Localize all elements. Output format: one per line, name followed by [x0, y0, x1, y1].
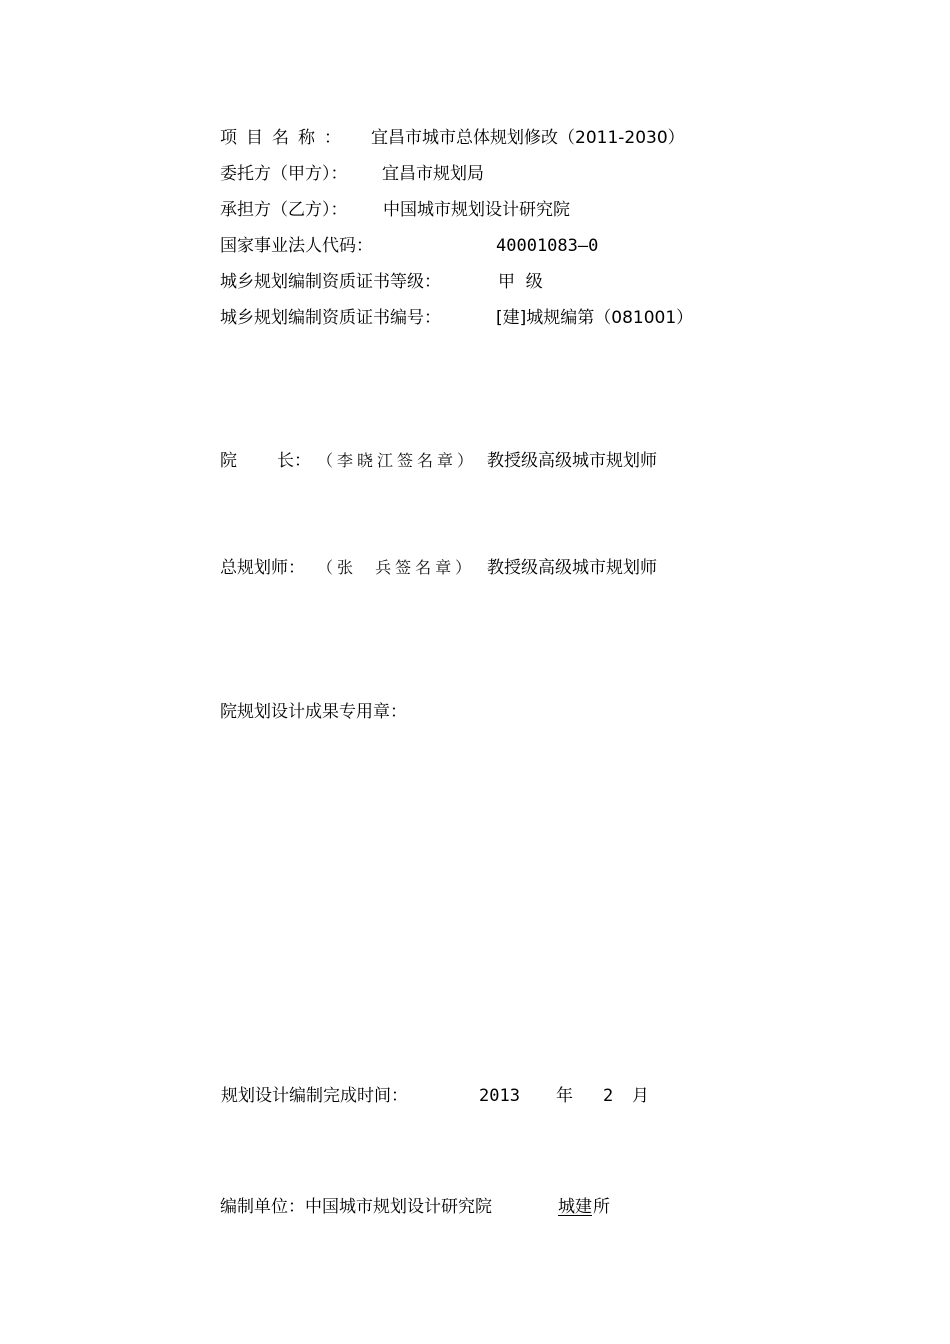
unit-label: 编制单位：中国城市规划设计研究院: [220, 1197, 492, 1217]
president-label-a: 院: [220, 451, 237, 471]
unit-suffix: 所: [593, 1197, 610, 1217]
project-value: 宜昌市城市总体规划修改（2011-2030）: [371, 128, 685, 148]
client-value: 宜昌市规划局: [382, 164, 484, 184]
legal-code-value: 40001083—0: [496, 236, 599, 256]
chief-planner-seal: （张 兵签名章）: [317, 558, 476, 577]
completion-month: 2: [603, 1086, 614, 1106]
president-label-b: 长：: [277, 451, 311, 471]
president-seal: （李晓江签名章）: [317, 451, 478, 470]
qualification-grade-value: 甲 级: [498, 272, 543, 292]
legal-code-label: 国家事业法人代码：: [220, 236, 373, 256]
client-label: 委托方（甲方）：: [220, 164, 348, 184]
contractor-label: 承担方（乙方）：: [220, 200, 348, 220]
stamp-label: 院规划设计成果专用章：: [220, 702, 407, 722]
chief-planner-label: 总规划师：: [220, 558, 305, 578]
project-label: 项目名称：: [220, 128, 350, 148]
completion-label: 规划设计编制完成时间：: [221, 1086, 408, 1106]
qualification-grade-label: 城乡规划编制资质证书等级：: [220, 272, 441, 292]
qualification-number-value: [建]城规编第（081001）: [496, 308, 694, 328]
unit-department: 城建: [558, 1197, 592, 1217]
completion-month-unit: 月: [632, 1086, 649, 1106]
chief-planner-title: 教授级高级城市规划师: [487, 558, 657, 578]
completion-year-unit: 年: [556, 1086, 573, 1106]
qualification-number-label: 城乡规划编制资质证书编号：: [220, 308, 441, 328]
completion-year: 2013: [479, 1086, 520, 1106]
contractor-value: 中国城市规划设计研究院: [383, 200, 570, 220]
president-title: 教授级高级城市规划师: [487, 451, 657, 471]
